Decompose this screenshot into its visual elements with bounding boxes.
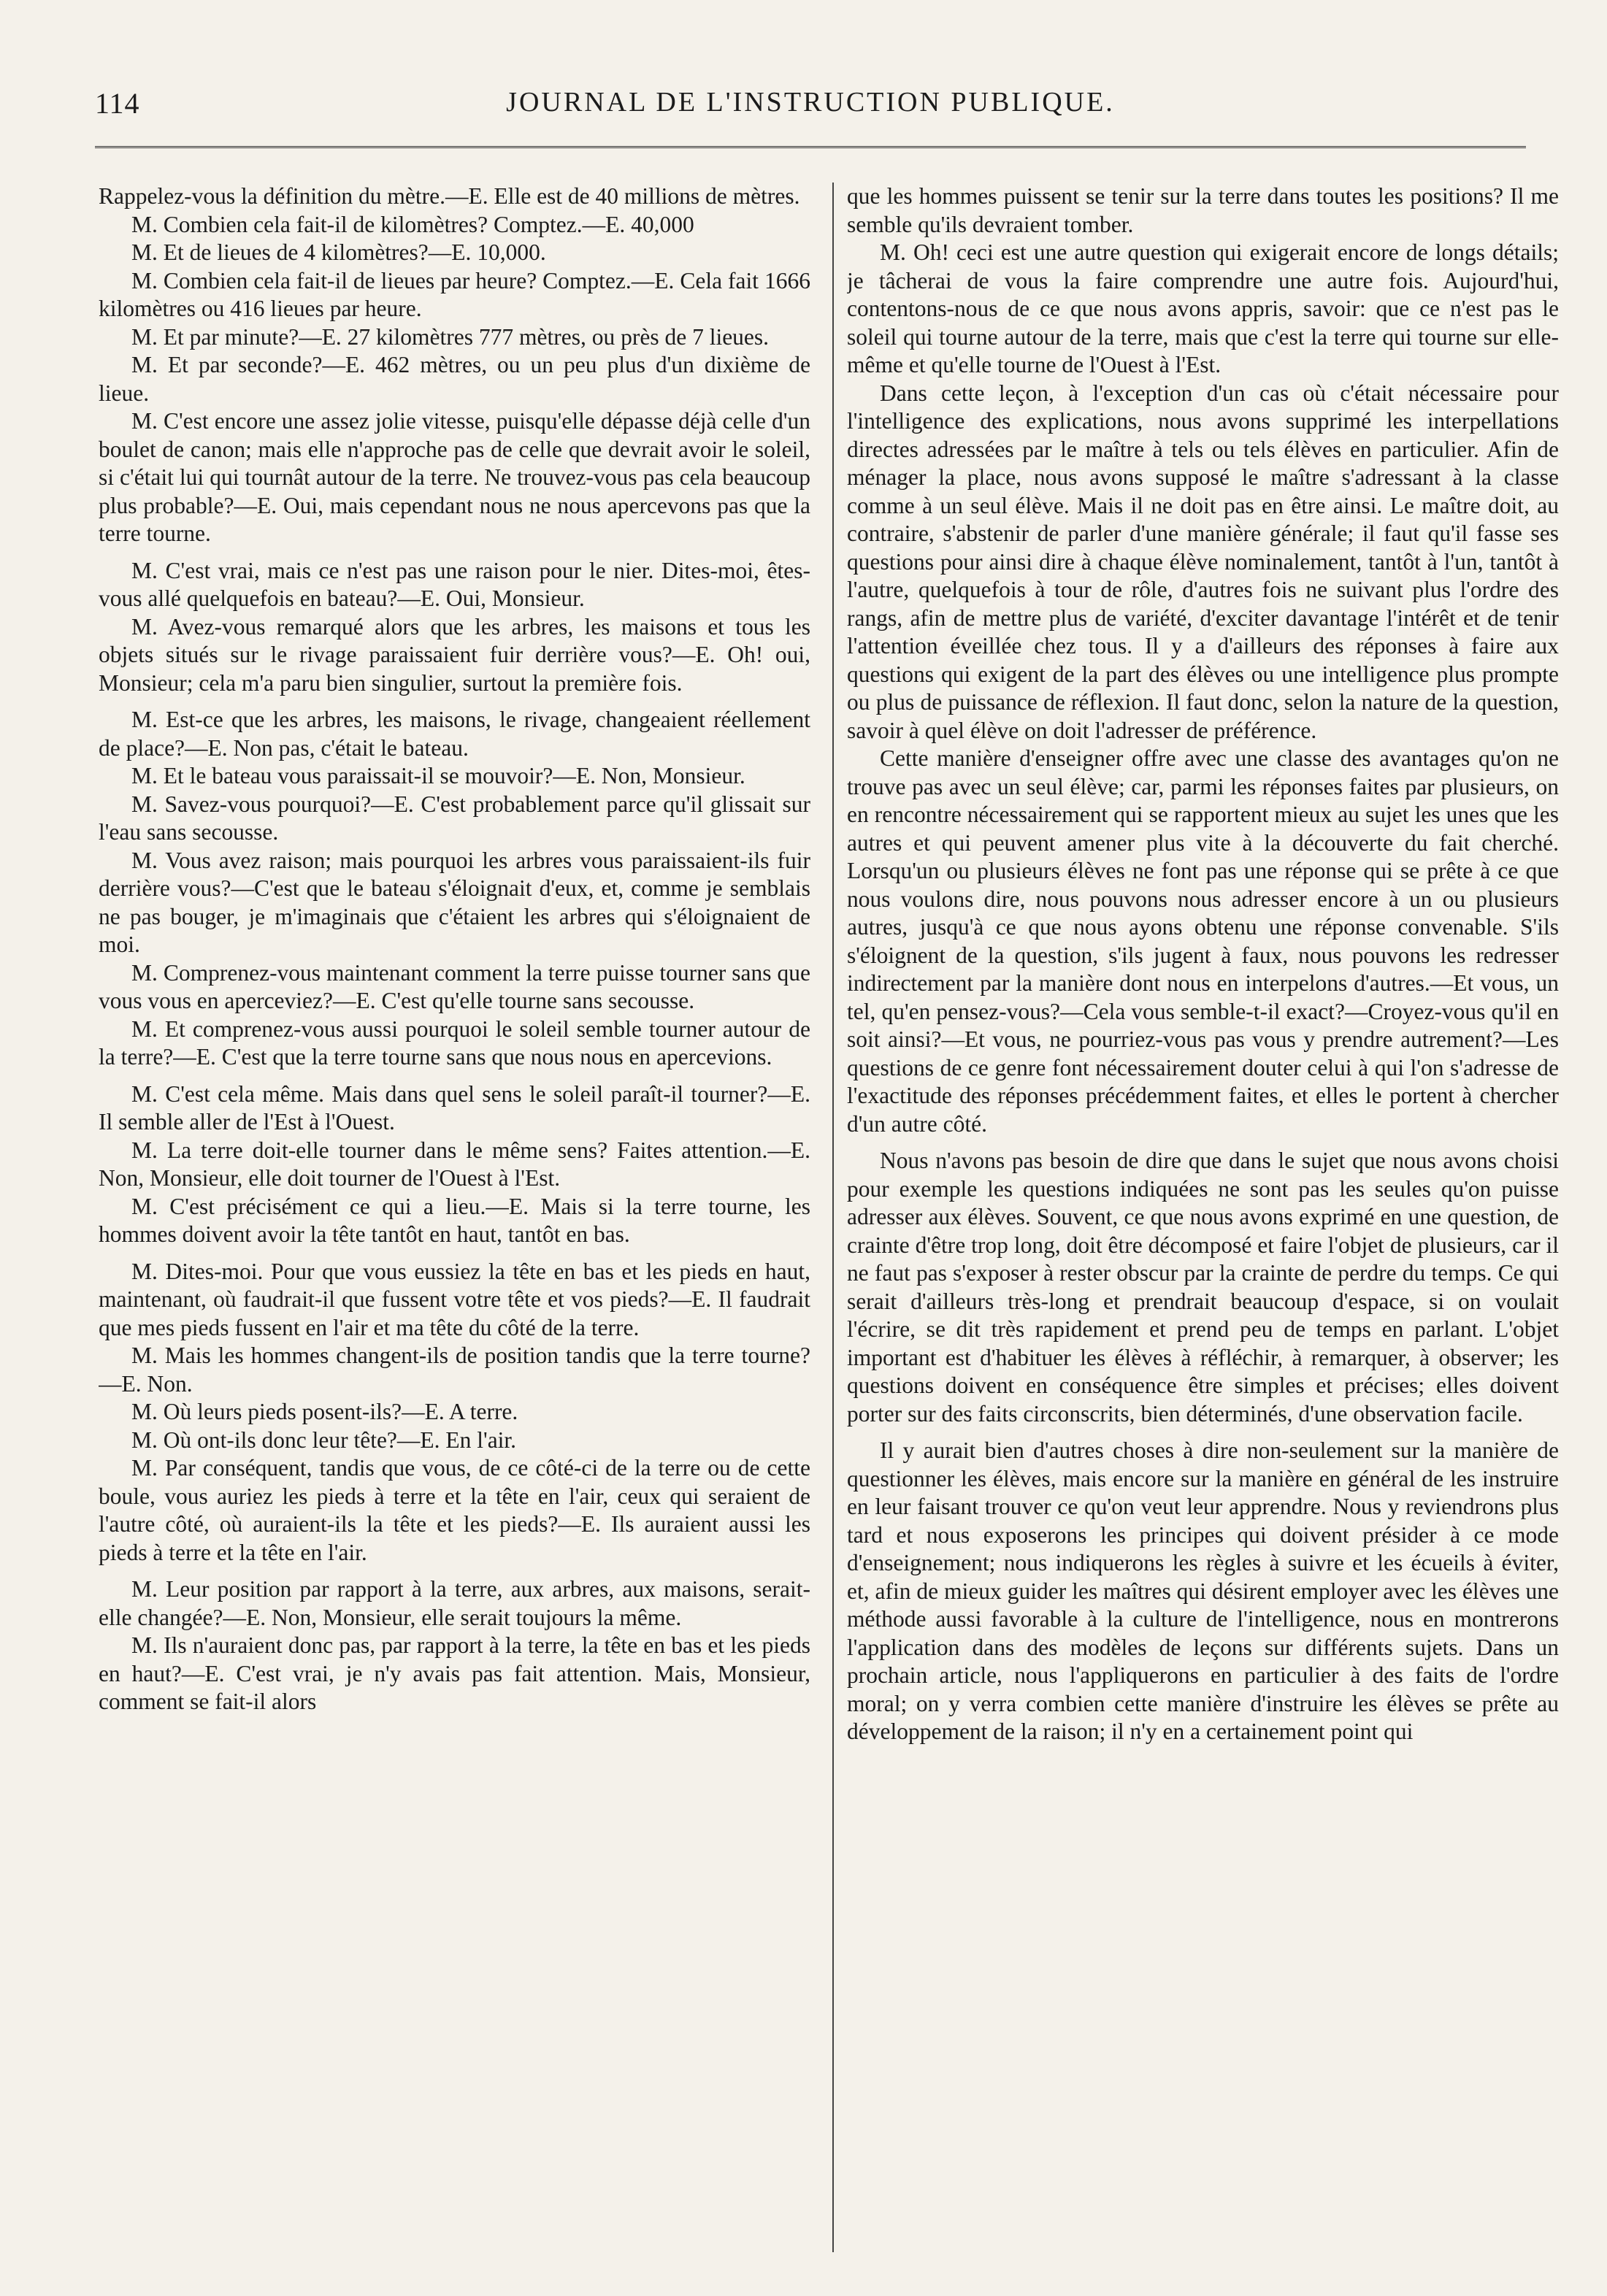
paragraph: M. Oh! ceci est une autre question qui exigerait encore de longs détails; je tâcherai de vous la faire comprendre une autre fois. Aujourd'hui, contentons-nous de ce que nous avons appris, savoir: que ce n'est pas le soleil qui tourne autour de la terre, mais que c'est la terre qui tourne sur elle-même et qu'elle tourne de l'Ouest à l'Est. bbox=[847, 239, 1559, 377]
paragraph: M. Savez-vous pourquoi?—E. C'est probablement parce qu'il glissait sur l'eau sans secousse. bbox=[99, 791, 810, 845]
paragraph: M. Leur position par rapport à la terre, aux arbres, aux maisons, serait-elle changée?—E. Non, Monsieur, elle serait toujours la même. bbox=[99, 1576, 810, 1630]
header-rule bbox=[95, 146, 1526, 148]
paragraph: M. Et par minute?—E. 27 kilomètres 777 mètres, ou près de 7 lieues. bbox=[131, 323, 770, 350]
paragraph: M. Mais les hommes changent-ils de position tandis que la terre tourne?—E. Non. bbox=[99, 1343, 810, 1397]
paragraph: M. Et le bateau vous paraissait-il se mouvoir?—E. Non, Monsieur. bbox=[131, 763, 745, 788]
paragraph: M. C'est encore une assez jolie vitesse, puisqu'elle dépasse déjà celle d'un boulet de canon; mais elle n'approche pas de celle que devrait avoir le soleil, si c'était lui qui tournât autour de la terre. Ne trouvez-vous pas cela beaucoup plus probable?—E. Oui, mais cependant nous ne nous apercevons pas que la terre tourne. bbox=[99, 408, 810, 546]
left-column bbox=[99, 183, 810, 2252]
page-number: 114 bbox=[95, 87, 140, 120]
paragraph: Dans cette leçon, à l'exception d'un cas où c'était nécessaire pour l'intelligence des explications, nous avons supprimé les interpellations directes adressées par le maître à tels ou tels élèves en particulier. Afin de ménager la place, nous avons supposé le maître s'adressant à la classe comme à un seul élève. Mais il ne doit pas en être ainsi. Le maître doit, au contraire, s'abstenir de parler d'une manière générale; il faut qu'il fasse ses questions pour ainsi dire à chaque élève nominalement, tantôt à l'un, tantôt à l'autre, quelquefois à tour de rôle, d'autres fois ne suivant plus l'ordre des rangs, afin de mettre plus de variété, d'exciter davantage l'intérêt et de tenir l'attention éveillée chez tous. Il y a d'ailleurs des réponses à faire aux questions qui exigent de la part des élèves ou une intelligence plus prompte ou plus de puissance de réflexion. Il faut donc, selon la nature de la question, savoir à quel élève on doit l'adresser de préférence. bbox=[847, 380, 1559, 743]
paragraph: M. Avez-vous remarqué alors que les arbres, les maisons et tous les objets situés sur le rivage paraissaient fuir derrière vous?—E. Oh! oui, Monsieur; cela m'a paru bien singulier, surtout la première fois. bbox=[99, 613, 810, 696]
paragraph: M. Combien cela fait-il de kilomètres? Comptez.—E. 40,000 bbox=[131, 211, 694, 237]
paragraph: M. Et de lieues de 4 kilomètres?—E. 10,000. bbox=[131, 239, 546, 265]
paragraph: Cette manière d'enseigner offre avec une classe des avantages qu'on ne trouve pas avec un seul élève; car, parmi les réponses faites par plusieurs, on en rencontre nécessairement qui se rapportent mieux au sujet les unes que les autres et qui peuvent amener plus vite à la découverte du fait cherché. Lorsqu'un ou plusieurs élèves ne font pas une réponse qui se prête à ce que nous voulons dire, nous pouvons nous adresser encore à un ou plusieurs autres, jusqu'à ce que nous ayons obtenu une réponse convenable. S'ils s'éloignent de la question, s'ils jugent à faux, nous pouvons les redresser indirectement par la manière dont nous en interpelons d'autres.—Et vous, un tel, qu'en pensez-vous?—Cela vous semble-t-il exact?—Croyez-vous qu'il en soit ainsi?—Et vous, ne pourriez-vous pas vous y prendre autrement?—Les questions de ce genre font nécessairement douter celui à qui l'on s'adresse de l'exactitude des réponses précédemment faites, et elles le portent à chercher d'un autre côté. bbox=[847, 745, 1559, 1137]
running-title: JOURNAL DE L'INSTRUCTION PUBLIQUE. bbox=[506, 87, 1115, 118]
page-header bbox=[95, 86, 1526, 130]
paragraph: Nous n'avons pas besoin de dire que dans le sujet que nous avons choisi pour exemple les questions indiquées ne sont pas les seules qu'on puisse adresser aux élèves. Souvent, ce que nous avons exprimé en une question, de crainte d'être trop long, doit être décomposé et faire l'objet de plusieurs, car il ne faut pas s'exposer à rester obscur par la crainte de perdre du temps. Ce qui serait d'ailleurs très-long et prendrait beaucoup d'espace, si on voulait l'écrire, se dit très rapidement et prend peu de temps en parlant. L'objet important est d'habituer les élèves à réfléchir, à remarquer, à observer; les questions doivent en conséquence être simples et précises; elles doivent porter sur des faits circonscrits, bien déterminés, d'une observation facile. bbox=[847, 1148, 1559, 1427]
paragraph: M. C'est cela même. Mais dans quel sens le soleil paraît-il tourner?—E. Il semble aller de l'Est à l'Ouest. bbox=[99, 1080, 810, 1134]
paragraph: M. Par conséquent, tandis que vous, de ce côté-ci de la terre ou de cette boule, vous auriez les pieds à terre et la tête en l'air, ceux qui seraient de l'autre côté, où auraient-ils la tête et les pieds?—E. Ils auraient aussi les pieds à terre et la tête en l'air. bbox=[99, 1455, 810, 1565]
paragraph: M. Comprenez-vous maintenant comment la terre puisse tourner sans que vous vous en aperceviez?—E. C'est qu'elle tourne sans secousse. bbox=[99, 959, 810, 1013]
column-divider bbox=[832, 183, 834, 2252]
paragraph: M. C'est précisément ce qui a lieu.—E. Mais si la terre tourne, les hommes doivent avoir la tête tantôt en haut, tantôt en bas. bbox=[99, 1193, 810, 1247]
paragraph: M. Vous avez raison; mais pourquoi les arbres vous paraissaient-ils fuir derrière vous?—C'est que le bateau s'éloignait d'eux, et, comme je semblais ne pas bouger, je m'imaginais que c'étaient les arbres qui s'éloignaient de moi. bbox=[99, 847, 810, 957]
paragraph: M. Et comprenez-vous aussi pourquoi le soleil semble tourner autour de la terre?—E. C'est que la terre tourne sans que nous nous en apercevions. bbox=[99, 1015, 810, 1070]
paragraph: M. Combien cela fait-il de lieues par heure? Comptez.—E. Cela fait 1666 kilomètres ou 416 lieues par heure. bbox=[99, 267, 810, 321]
paragraph: Rappelez-vous la définition du mètre.—E. Elle est de 40 millions de mètres. bbox=[99, 183, 800, 209]
paragraph: M. Où ont-ils donc leur tête?—E. En l'air. bbox=[131, 1427, 517, 1453]
paragraph: M. Est-ce que les arbres, les maisons, le rivage, changeaient réellement de place?—E. Non pas, c'était le bateau. bbox=[99, 707, 810, 761]
paragraph: Il y aurait bien d'autres choses à dire non-seulement sur la manière de questionner les élèves, mais encore sur la manière en général de les instruire en leur faisant trouver ce qu'on veut leur apprendre. Nous y reviendrons plus tard et nous exposerons les principes qui doivent présider à ce mode d'enseignement; nous indiquerons les règles à suivre et les écueils à éviter, et, afin de mieux guider les maîtres qui désirent employer avec les élèves une méthode aussi favorable à la culture de l'intelligence, nous en montrerons l'application dans des modèles de leçons sur différents sujets. Dans un prochain article, nous l'appliquerons en particulier à des faits de l'ordre moral; on y verra combien cette manière d'instruire les élèves se prête au développement de la raison; il n'y en a certainement point qui bbox=[847, 1437, 1559, 1744]
paragraph: M. C'est vrai, mais ce n'est pas une raison pour le nier. Dites-moi, êtes-vous allé quelquefois en bateau?—E. Oui, Monsieur. bbox=[99, 557, 810, 611]
right-column bbox=[847, 183, 1559, 2252]
paragraph: M. Ils n'auraient donc pas, par rapport à la terre, la tête en bas et les pieds en haut?—E. C'est vrai, je n'y avais pas fait attention. Mais, Monsieur, comment se fait-il alors bbox=[99, 1632, 810, 1714]
paragraph: que les hommes puissent se tenir sur la terre dans toutes les positions? Il me semble qu'ils devraient tomber. bbox=[847, 183, 1559, 237]
paragraph: M. Où leurs pieds posent-ils?—E. A terre. bbox=[131, 1399, 518, 1424]
paragraph: M. Et par seconde?—E. 462 mètres, ou un peu plus d'un dixième de lieue. bbox=[99, 352, 810, 406]
paragraph: M. La terre doit-elle tourner dans le même sens? Faites attention.—E. Non, Monsieur, elle doit tourner de l'Ouest à l'Est. bbox=[99, 1137, 810, 1191]
paragraph: M. Dites-moi. Pour que vous eussiez la tête en bas et les pieds en haut, maintenant, où faudrait-il que fussent votre tête et vos pieds?—E. Il faudrait que mes pieds fussent en l'air et ma tête du côté de la terre. bbox=[99, 1258, 810, 1340]
